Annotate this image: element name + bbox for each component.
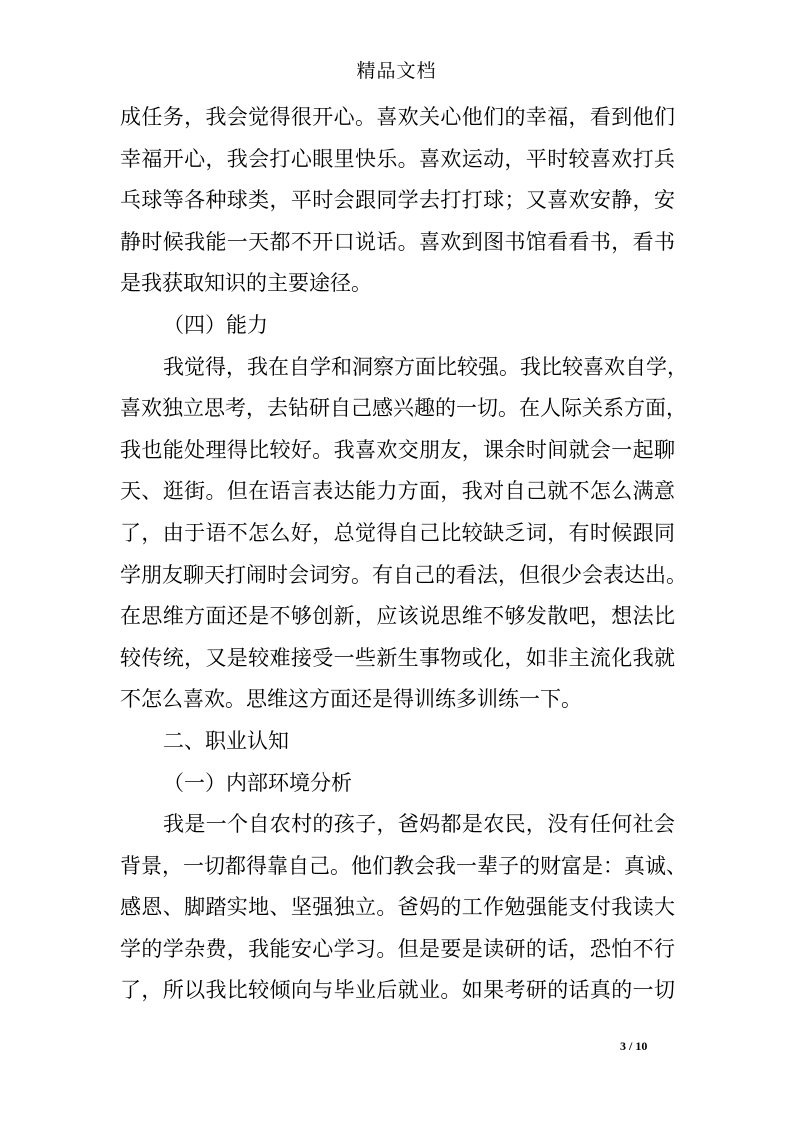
body-line: 较传统，又是较难接受一些新生事物或化，如非主流化我就 xyxy=(120,645,675,670)
body-line: 不怎么喜欢。思维这方面还是得训练多训练一下。 xyxy=(120,687,582,712)
body-line: 我觉得，我在自学和洞察方面比较强。我比较喜欢自学， xyxy=(163,354,688,379)
section-heading-career-cognition: 二、职业认知 xyxy=(163,728,289,753)
section-heading-ability: （四）能力 xyxy=(163,312,268,337)
section-heading-internal-environment: （一）内部环境分析 xyxy=(163,770,352,795)
body-line: 学的学杂费，我能安心学习。但是要是读研的话，恐怕不行 xyxy=(120,936,675,961)
body-line: 感恩、脚踏实地、坚强独立。爸妈的工作勉强能支付我读大 xyxy=(120,895,675,920)
body-line: 在思维方面还是不够创新，应该说思维不够发散吧，想法比 xyxy=(120,604,675,629)
body-line: 喜欢独立思考，去钻研自己感兴趣的一切。在人际关系方面， xyxy=(120,396,687,421)
body-line: 我也能处理得比较好。我喜欢交朋友，课余时间就会一起聊 xyxy=(120,437,675,462)
page-number: 3 / 10 xyxy=(620,1039,648,1053)
body-line: 天、逛街。但在语言表达能力方面，我对自己就不怎么满意 xyxy=(120,479,675,504)
body-line: 我是一个自农村的孩子，爸妈都是农民，没有任何社会 xyxy=(163,812,675,837)
body-line: 了，所以我比较倾向与毕业后就业。如果考研的话真的一切 xyxy=(120,978,675,1003)
body-line: 幸福开心，我会打心眼里快乐。喜欢运动，平时较喜欢打兵 xyxy=(120,146,675,171)
body-line: 学朋友聊天打闹时会词穷。有自己的看法，但很少会表达出。 xyxy=(120,562,687,587)
body-line: 了，由于语不怎么好，总觉得自己比较缺乏词，有时候跟同 xyxy=(120,520,675,545)
body-line: 成任务，我会觉得很开心。喜欢关心他们的幸福，看到他们 xyxy=(120,105,675,129)
body-line: 静时候我能一天都不开口说话。喜欢到图书馆看看书，看书 xyxy=(120,229,675,254)
body-line: 是我获取知识的主要途径。 xyxy=(120,271,372,296)
body-line: 背景，一切都得靠自己。他们教会我一辈子的财富是：真诚、 xyxy=(120,853,687,878)
body-line: 乓球等各种球类，平时会跟同学去打打球；又喜欢安静，安 xyxy=(120,188,675,213)
document-body xyxy=(120,97,688,1012)
document-header: 精品文档 xyxy=(356,60,437,82)
